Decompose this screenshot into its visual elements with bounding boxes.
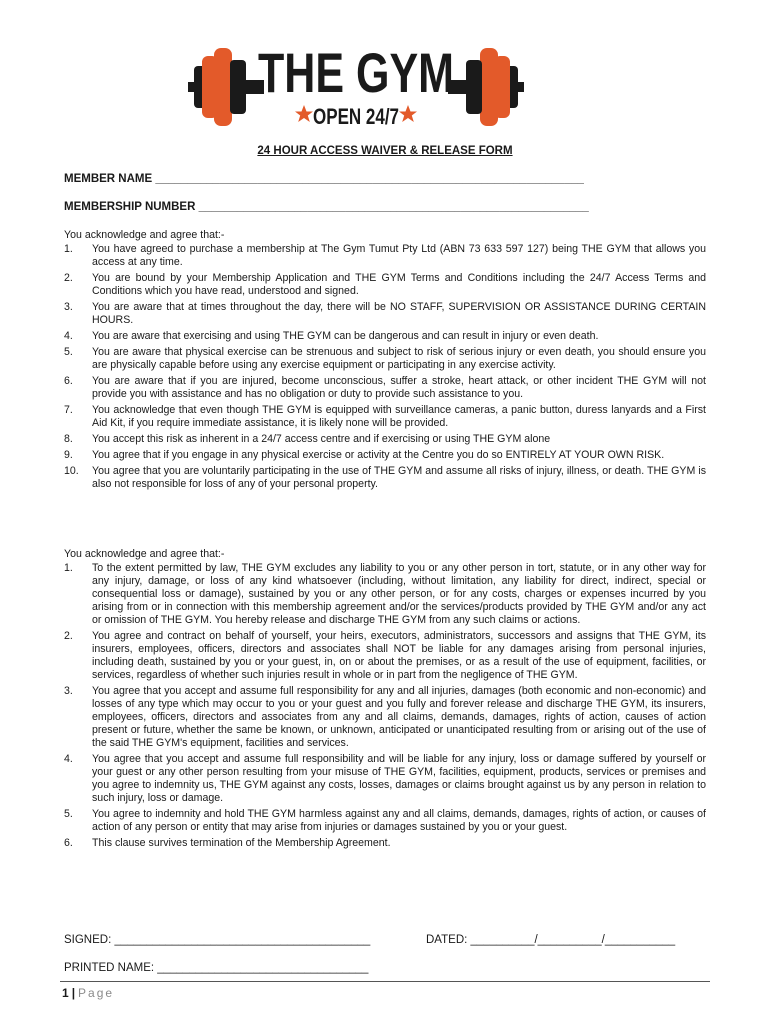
page-label: Page	[78, 986, 115, 1000]
signed-field[interactable]: SIGNED: ________________________________________	[64, 934, 371, 946]
item-text: You agree that you accept and assume full responsibility for any and all injuries, damages (both economic and non-economic) and losses of any type which may occur to you or your guest and you fully and forever release and discharge THE GYM, its insurers, employees, officers, directors and associates from any and all claims, demands, damages, rights of action, causes of action present or future, whether the same be known, or unknown, anticipated or unanticipated resulting from or arising out of the use of the said THE GYM's equipment, facilities and services.	[92, 685, 706, 749]
dumbbell-right-icon	[448, 48, 524, 126]
item-text: This clause survives termination of the Membership Agreement.	[92, 837, 391, 849]
item-text: You are aware that exercising and using THE GYM can be dangerous and can result in injury or even death.	[92, 330, 599, 342]
list-item	[64, 449, 706, 462]
dated-field[interactable]: DATED: __________/__________/___________	[426, 934, 676, 946]
list-item	[64, 243, 706, 269]
item-number: 4.	[64, 753, 73, 765]
item-number: 6.	[64, 375, 73, 387]
item-text: You accept this risk as inherent in a 24/7 access centre and if exercising or using THE GYM alone	[92, 433, 551, 445]
form-title: 24 HOUR ACCESS WAIVER & RELEASE FORM	[257, 145, 513, 157]
list-item	[64, 465, 706, 491]
item-text: You agree to indemnity and hold THE GYM harmless against any and all claims, demands, damages, rights of action, or causes of action of any person or entity that may arise from injuries or damages sustained by you or your guest.	[92, 808, 706, 833]
list-item	[64, 375, 706, 401]
list-item	[64, 301, 706, 327]
star-left-icon	[295, 105, 313, 122]
logo-tagline: OPEN 24/7	[313, 104, 399, 129]
item-number: 3.	[64, 685, 73, 697]
list-item	[64, 753, 706, 805]
list-item	[64, 346, 706, 372]
item-number: 5.	[64, 346, 73, 358]
list-item	[64, 808, 706, 834]
list-item	[64, 272, 706, 298]
section-1-intro: You acknowledge and agree that:-	[64, 229, 225, 241]
item-text: You are bound by your Membership Application and THE GYM Terms and Conditions including the 24/7 Access Terms and Conditions which you have read, understood and signed.	[92, 272, 706, 297]
footer-separator: |	[71, 986, 76, 1000]
list-item	[64, 837, 706, 850]
item-text: To the extent permitted by law, THE GYM excludes any liability to you or any other person in tort, statute, or in any other way for any injury, damage, or loss of any kind whatsoever (including, without limitation, any liability for direct, indirect, special or consequential loss or damage), sustained by you or any other person, or for any costs, charges or expenses incurred by you arising from or in connection with this membership agreement and/or the services/products provided by THE GYM and/or any act or omission of THE GYM. You hereby release and discharge THE GYM from any such claims or actions.	[92, 562, 706, 626]
member-name-field[interactable]: MEMBER NAME ___________________________________________________________________	[64, 173, 584, 185]
item-number: 3.	[64, 301, 73, 313]
item-number: 10.	[64, 465, 79, 477]
item-number: 7.	[64, 404, 73, 416]
item-number: 1.	[64, 562, 73, 574]
item-number: 8.	[64, 433, 73, 445]
list-item	[64, 433, 706, 446]
item-text: You acknowledge that even though THE GYM is equipped with surveillance cameras, a panic button, duress lanyards and a First Aid Kit, if you require immediate assistance, it is likely none will be provided.	[92, 404, 706, 429]
section-2-intro: You acknowledge and agree that:-	[64, 548, 225, 560]
acknowledgement-section-1	[64, 229, 706, 494]
list-item	[64, 330, 706, 343]
item-text: You agree that if you engage in any physical exercise or activity at the Centre you do so ENTIRELY AT YOUR OWN RISK.	[92, 449, 665, 461]
section-1-list	[64, 243, 706, 491]
item-number: 5.	[64, 808, 73, 820]
footer-divider	[60, 981, 710, 982]
item-number: 2.	[64, 272, 73, 284]
printed-name-field[interactable]: PRINTED NAME: _________________________________	[64, 962, 369, 974]
section-2-list	[64, 562, 706, 850]
acknowledgement-section-2	[64, 548, 706, 853]
page-number: 1	[62, 986, 69, 1000]
list-item	[64, 685, 706, 750]
dumbbell-left-icon	[188, 48, 264, 126]
logo-brand: THE GYM	[258, 42, 454, 104]
membership-number-field[interactable]: MEMBERSHIP NUMBER _____________________________________________________________	[64, 201, 589, 213]
item-number: 9.	[64, 449, 73, 461]
item-number: 2.	[64, 630, 73, 642]
item-number: 1.	[64, 243, 73, 255]
item-text: You agree that you accept and assume full responsibility and will be liable for any injury, loss or damage suffered by yourself or your guest or any other person resulting from your misuse of THE GYM, facilities, equipment, products, services or premises and you agree to indemnity us, THE GYM against any costs, losses, damages or claims brought against us by any person in relation to such injury, loss or damage.	[92, 753, 706, 804]
item-number: 4.	[64, 330, 73, 342]
item-text: You are aware that physical exercise can be strenuous and subject to risk of serious injury or even death, you should ensure you are physically capable before using any exercise equipment or participating in any exercise activity.	[92, 346, 706, 371]
item-text: You agree and contract on behalf of yourself, your heirs, executors, administrators, successors and assigns that THE GYM, its insurers, employees, officers, directors and associates shall NOT be liable for any damages arising from personal injuries, including death, sustained by you or your guest, in, on or about the premises, or as a result of the use of equipment, facilities, or services, regardless of whether such injuries result in whole or in part from the negligence of THE GYM.	[92, 630, 706, 681]
list-item	[64, 630, 706, 682]
item-text: You agree that you are voluntarily participating in the use of THE GYM and assume all risks of injury, illness, or death. THE GYM is also not responsible for loss of any of your personal property.	[92, 465, 706, 490]
item-text: You have agreed to purchase a membership at The Gym Tumut Pty Ltd (ABN 73 633 597 127) being THE GYM that allows you access at any time.	[92, 243, 706, 268]
list-item	[64, 404, 706, 430]
item-text: You are aware that at times throughout the day, there will be NO STAFF, SUPERVISION OR ASSISTANCE DURING CERTAIN HOURS.	[92, 301, 706, 326]
gym-logo	[186, 42, 526, 132]
item-number: 6.	[64, 837, 73, 849]
page-footer	[62, 986, 114, 1000]
item-text: You are aware that if you are injured, become unconscious, suffer a stroke, heart attack, or other incident THE GYM will not provide you with assistance and has no obligation or duty to provide such assistance to you.	[92, 375, 706, 400]
star-right-icon	[399, 105, 417, 122]
list-item	[64, 562, 706, 627]
